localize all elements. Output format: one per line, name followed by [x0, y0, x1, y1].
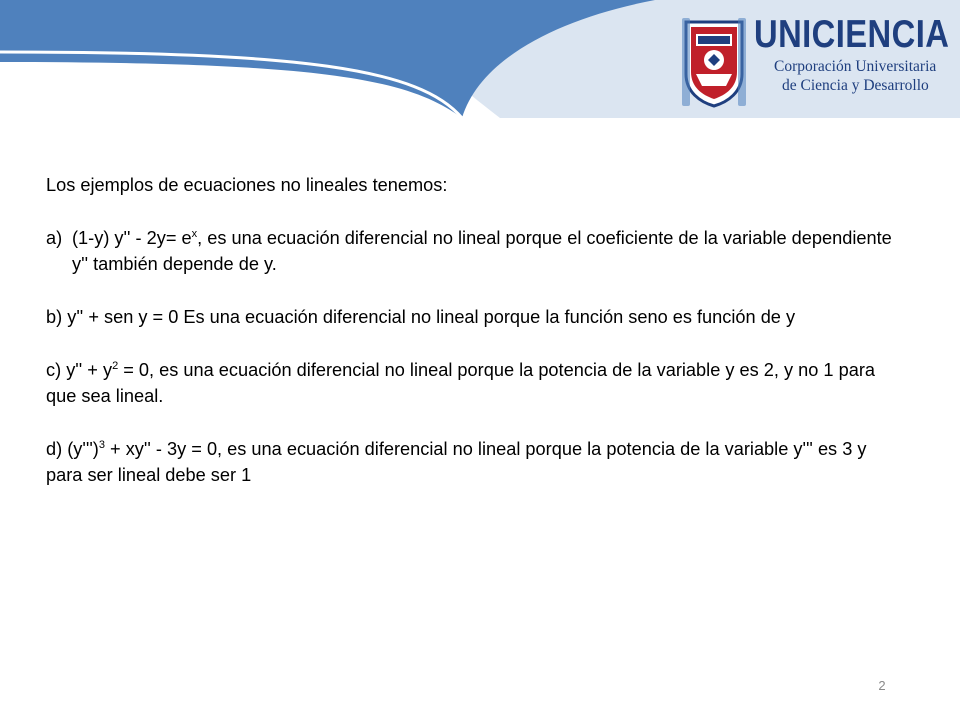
example-d-exponent: 3 [98, 439, 105, 451]
slide-content [46, 172, 904, 488]
example-c-exponent: 2 [112, 360, 119, 372]
example-a [46, 225, 904, 277]
logo-subtitle-line2: de Ciencia y Desarrollo [782, 77, 929, 94]
example-c [46, 357, 904, 409]
example-c-equation: c) y'' + y [46, 360, 113, 380]
example-a-equation: (1-y) y'' - 2y= e [72, 228, 192, 248]
example-a-text [72, 225, 904, 277]
example-a-exponent: x [191, 228, 198, 240]
logo-subtitle-line1: Corporación Universitaria [774, 58, 937, 75]
logo-brand-text: UNICIENCIA [754, 13, 950, 56]
uniciencia-logo [672, 8, 957, 116]
university-shield-icon [680, 16, 748, 108]
example-a-marker: a) [46, 228, 63, 248]
example-d-explanation: + xy'' - 3y = 0, es una ecuación diferencial no lineal porque la potencia de la variable y''' es 3 y para ser lineal debe ser 1 [46, 439, 867, 485]
example-c-explanation: = 0, es una ecuación diferencial no lineal porque la potencia de la variable y es 2, y no 1 para que sea lineal. [46, 360, 876, 406]
example-d [46, 436, 904, 488]
example-d-equation: d) (y''') [46, 439, 99, 459]
example-b: b) y'' + sen y = 0 Es una ecuación diferencial no lineal porque la función seno es función de y [46, 307, 796, 327]
intro-text: Los ejemplos de ecuaciones no lineales tenemos: [46, 175, 448, 195]
example-a-explanation: , es una ecuación diferencial no lineal porque el coeficiente de la variable dependiente y'' también depende de y. [72, 228, 892, 274]
page-number: 2 [878, 678, 886, 693]
